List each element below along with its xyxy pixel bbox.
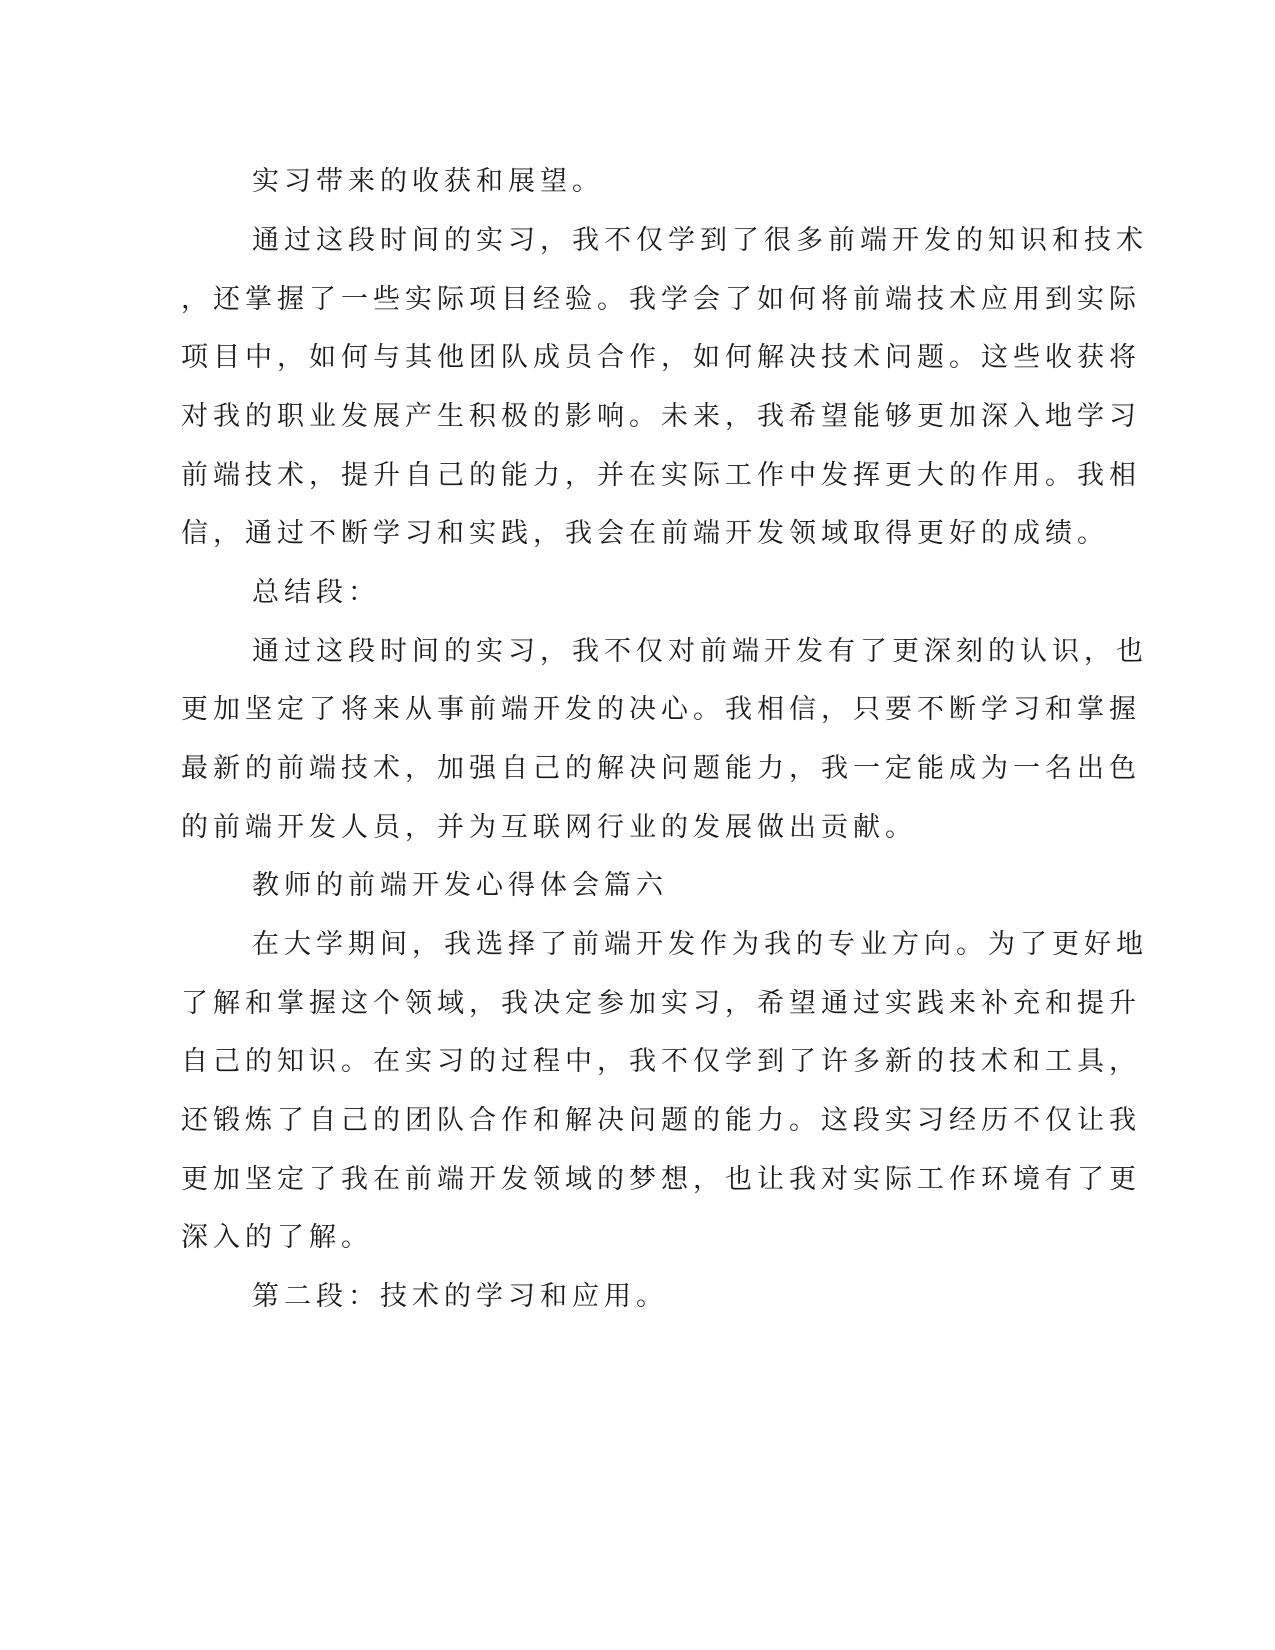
paragraph-line: 对我的职业发展产生积极的影响。未来，我希望能够更加深入地学习 — [181, 401, 1141, 432]
section-heading-harvest: 实习带来的收获和展望。 — [252, 166, 604, 197]
paragraph-line: 了解和掌握这个领域，我决定参加实习，希望通过实践来补充和提升 — [181, 988, 1141, 1019]
article-title: 教师的前端开发心得体会篇六 — [252, 870, 668, 901]
paragraph-line: 更加坚定了我在前端开发领域的梦想，也让我对实际工作环境有了更 — [181, 1164, 1141, 1195]
paragraph-line: ，还掌握了一些实际项目经验。我学会了如何将前端技术应用到实际 — [181, 284, 1141, 315]
paragraph-line: 的前端开发人员，并为互联网行业的发展做出贡献。 — [181, 812, 917, 843]
section-heading-summary: 总结段： — [252, 577, 380, 608]
paragraph-line: 自己的知识。在实习的过程中，我不仅学到了许多新的技术和工具， — [181, 1046, 1141, 1077]
paragraph-line: 项目中，如何与其他团队成员合作，如何解决技术问题。这些收获将 — [181, 342, 1141, 373]
paragraph-line: 通过这段时间的实习，我不仅学到了很多前端开发的知识和技术 — [252, 225, 1148, 256]
paragraph-line: 前端技术，提升自己的能力，并在实际工作中发挥更大的作用。我相 — [181, 460, 1141, 491]
paragraph-line: 还锻炼了自己的团队合作和解决问题的能力。这段实习经历不仅让我 — [181, 1105, 1141, 1136]
paragraph-line: 在大学期间，我选择了前端开发作为我的专业方向。为了更好地 — [252, 929, 1148, 960]
paragraph-line: 更加坚定了将来从事前端开发的决心。我相信，只要不断学习和掌握 — [181, 694, 1141, 725]
paragraph-line: 最新的前端技术，加强自己的解决问题能力，我一定能成为一名出色 — [181, 753, 1141, 784]
paragraph-line: 通过这段时间的实习，我不仅对前端开发有了更深刻的认识，也 — [252, 636, 1148, 667]
section-heading-second: 第二段：技术的学习和应用。 — [252, 1281, 668, 1312]
paragraph-line: 信，通过不断学习和实践，我会在前端开发领域取得更好的成绩。 — [181, 518, 1109, 549]
paragraph-line: 深入的了解。 — [181, 1222, 373, 1253]
